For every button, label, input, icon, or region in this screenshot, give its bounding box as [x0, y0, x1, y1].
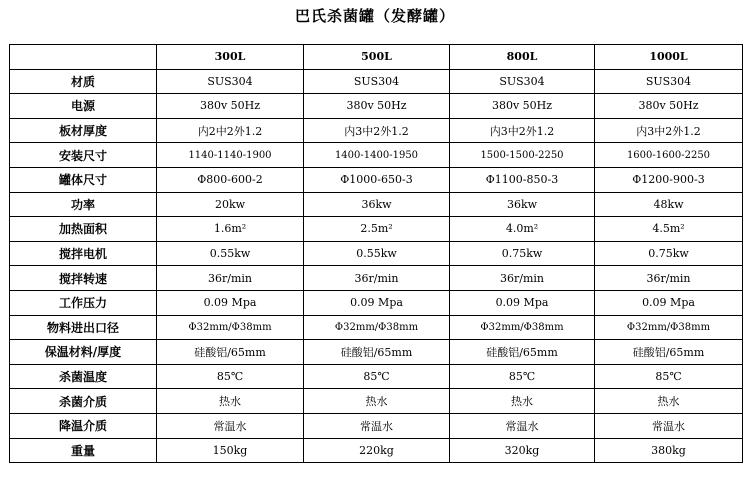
table-row	[10, 364, 743, 389]
table-row	[10, 69, 743, 94]
table-cell: 硅酸铝/65mm	[595, 340, 743, 365]
table-cell: 85℃	[157, 364, 304, 389]
table-cell: 内3中2外1.2	[450, 118, 595, 143]
table-cell: SUS304	[450, 69, 595, 94]
row-label: 搅拌转速	[10, 266, 157, 291]
table-cell: 常温水	[157, 413, 304, 438]
table-cell: 380v 50Hz	[304, 94, 450, 119]
row-label: 板材厚度	[10, 118, 157, 143]
table-cell: 48kw	[595, 192, 743, 217]
table-cell: 0.55kw	[157, 241, 304, 266]
column-header-1000l: 1000L	[595, 45, 743, 70]
table-cell: 0.09 Mpa	[450, 290, 595, 315]
table-row	[10, 290, 743, 315]
row-label: 安装尺寸	[10, 143, 157, 168]
table-cell: 36r/min	[304, 266, 450, 291]
table-cell: 常温水	[304, 413, 450, 438]
row-label: 功率	[10, 192, 157, 217]
table-cell: 内3中2外1.2	[595, 118, 743, 143]
table-row	[10, 241, 743, 266]
table-cell: 硅酸铝/65mm	[450, 340, 595, 365]
table-cell: Φ32mm/Φ38mm	[304, 315, 450, 340]
table-cell: 36r/min	[157, 266, 304, 291]
table-cell: 内3中2外1.2	[304, 118, 450, 143]
table-cell: 85℃	[304, 364, 450, 389]
table-cell: Φ1000-650-3	[304, 167, 450, 192]
spec-table	[9, 44, 743, 463]
table-cell: 0.09 Mpa	[157, 290, 304, 315]
table-cell: 20kw	[157, 192, 304, 217]
row-label: 工作压力	[10, 290, 157, 315]
table-cell: 1500-1500-2250	[450, 143, 595, 168]
table-cell: 380v 50Hz	[157, 94, 304, 119]
table-row	[10, 118, 743, 143]
row-label: 电源	[10, 94, 157, 119]
row-label: 罐体尺寸	[10, 167, 157, 192]
table-cell: 320kg	[450, 438, 595, 463]
header-corner-cell	[10, 45, 157, 70]
table-row	[10, 94, 743, 119]
table-row	[10, 192, 743, 217]
table-cell: 硅酸铝/65mm	[157, 340, 304, 365]
row-label: 搅拌电机	[10, 241, 157, 266]
table-cell: Φ32mm/Φ38mm	[595, 315, 743, 340]
table-cell: Φ800-600-2	[157, 167, 304, 192]
table-cell: SUS304	[157, 69, 304, 94]
table-cell: 热水	[304, 389, 450, 414]
table-cell: 热水	[450, 389, 595, 414]
table-cell: 85℃	[450, 364, 595, 389]
table-cell: 220kg	[304, 438, 450, 463]
table-row	[10, 389, 743, 414]
table-body	[10, 69, 743, 463]
table-cell: 380v 50Hz	[450, 94, 595, 119]
table-cell: 0.09 Mpa	[304, 290, 450, 315]
table-cell: 4.5m²	[595, 217, 743, 242]
table-cell: 常温水	[595, 413, 743, 438]
row-label: 杀菌介质	[10, 389, 157, 414]
table-row	[10, 438, 743, 463]
table-row	[10, 413, 743, 438]
table-cell: 热水	[157, 389, 304, 414]
column-header-800l: 800L	[450, 45, 595, 70]
table-cell: SUS304	[595, 69, 743, 94]
table-cell: 0.75kw	[595, 241, 743, 266]
table-cell: 0.55kw	[304, 241, 450, 266]
column-header-500l: 500L	[304, 45, 450, 70]
row-label: 保温材料/厚度	[10, 340, 157, 365]
table-cell: 4.0m²	[450, 217, 595, 242]
table-cell: 380kg	[595, 438, 743, 463]
table-cell: 36r/min	[595, 266, 743, 291]
table-cell: Φ1200-900-3	[595, 167, 743, 192]
table-cell: Φ32mm/Φ38mm	[450, 315, 595, 340]
table-row	[10, 315, 743, 340]
table-cell: 内2中2外1.2	[157, 118, 304, 143]
table-cell: 2.5m²	[304, 217, 450, 242]
column-header-300l: 300L	[157, 45, 304, 70]
table-row	[10, 167, 743, 192]
table-cell: 热水	[595, 389, 743, 414]
table-row	[10, 217, 743, 242]
row-label: 杀菌温度	[10, 364, 157, 389]
table-cell: 0.75kw	[450, 241, 595, 266]
table-row	[10, 143, 743, 168]
row-label: 降温介质	[10, 413, 157, 438]
table-cell: 1.6m²	[157, 217, 304, 242]
table-cell: 常温水	[450, 413, 595, 438]
table-row	[10, 266, 743, 291]
table-cell: 36r/min	[450, 266, 595, 291]
table-cell: Φ32mm/Φ38mm	[157, 315, 304, 340]
table-cell: 1400-1400-1950	[304, 143, 450, 168]
page-title: 巴氏杀菌罐（发酵罐）	[294, 7, 455, 25]
table-cell: 36kw	[304, 192, 450, 217]
table-cell: 36kw	[450, 192, 595, 217]
row-label: 加热面积	[10, 217, 157, 242]
row-label: 物料进出口径	[10, 315, 157, 340]
row-label: 材质	[10, 69, 157, 94]
table-cell: 硅酸铝/65mm	[304, 340, 450, 365]
table-cell: Φ1100-850-3	[450, 167, 595, 192]
table-cell: 0.09 Mpa	[595, 290, 743, 315]
table-cell: 1600-1600-2250	[595, 143, 743, 168]
table-cell: 150kg	[157, 438, 304, 463]
table-cell: 85℃	[595, 364, 743, 389]
table-row	[10, 340, 743, 365]
table-cell: 1140-1140-1900	[157, 143, 304, 168]
row-label: 重量	[10, 438, 157, 463]
table-cell: 380v 50Hz	[595, 94, 743, 119]
table-cell: SUS304	[304, 69, 450, 94]
table-header-row	[10, 45, 743, 70]
